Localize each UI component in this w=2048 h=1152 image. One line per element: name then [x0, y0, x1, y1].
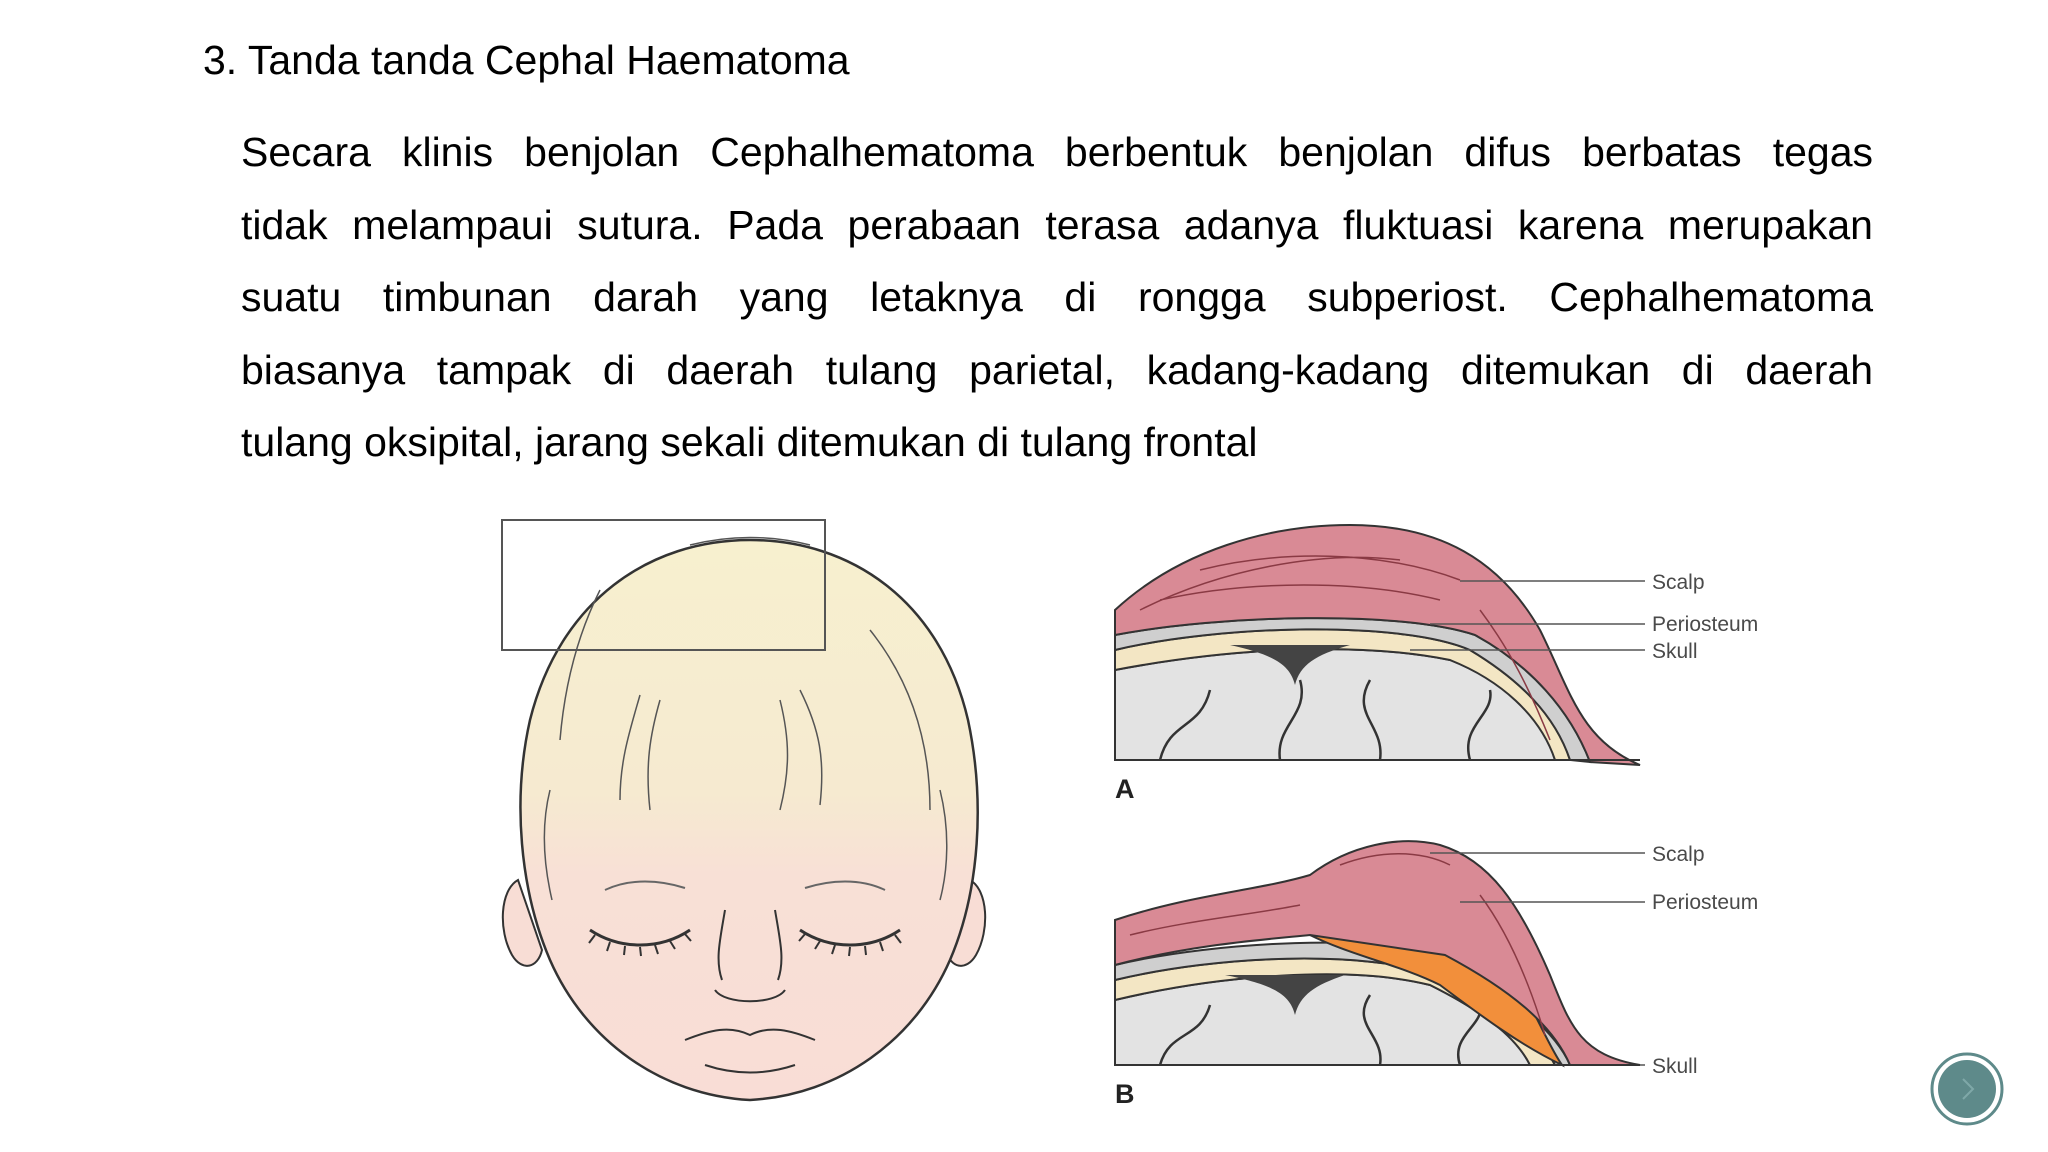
label-scalp-a: Scalp [1652, 571, 1705, 594]
next-slide-button[interactable] [1930, 1052, 2004, 1126]
paragraph-line: biasanya tampak di daerah tulang parietal, kadang-kadang ditemukan di daerah [241, 346, 1873, 393]
panel-letter-b: B [1115, 1079, 1135, 1109]
paragraph-line: tulang oksipital, jarang sekali ditemukan di tulang frontal [241, 419, 1258, 465]
label-periosteum-b: Periosteum [1652, 891, 1759, 914]
cross-section-panel-b [1100, 825, 1820, 1120]
paragraph-line: tidak melampaui sutura. Pada perabaan terasa adanya fluktuasi karena merupakan [241, 201, 1873, 248]
body-paragraph [241, 116, 1873, 479]
label-scalp-b: Scalp [1652, 843, 1705, 866]
paragraph-line: suatu timbunan darah yang letaknya di rongga subperiost. Cephalhematoma [241, 274, 1873, 320]
label-periosteum-a: Periosteum [1652, 613, 1759, 636]
baby-head-illustration [490, 510, 1010, 1110]
slide-heading: 3. Tanda tanda Cephal Haematoma [203, 37, 850, 83]
paragraph-line: Secara klinis benjolan Cephalhematoma berbentuk benjolan difus berbatas tegas [241, 129, 1873, 175]
panel-letter-a: A [1115, 774, 1135, 804]
label-skull-b: Skull [1652, 1055, 1698, 1078]
cross-section-panel-a [1100, 510, 1820, 810]
label-skull-a: Skull [1652, 640, 1698, 663]
